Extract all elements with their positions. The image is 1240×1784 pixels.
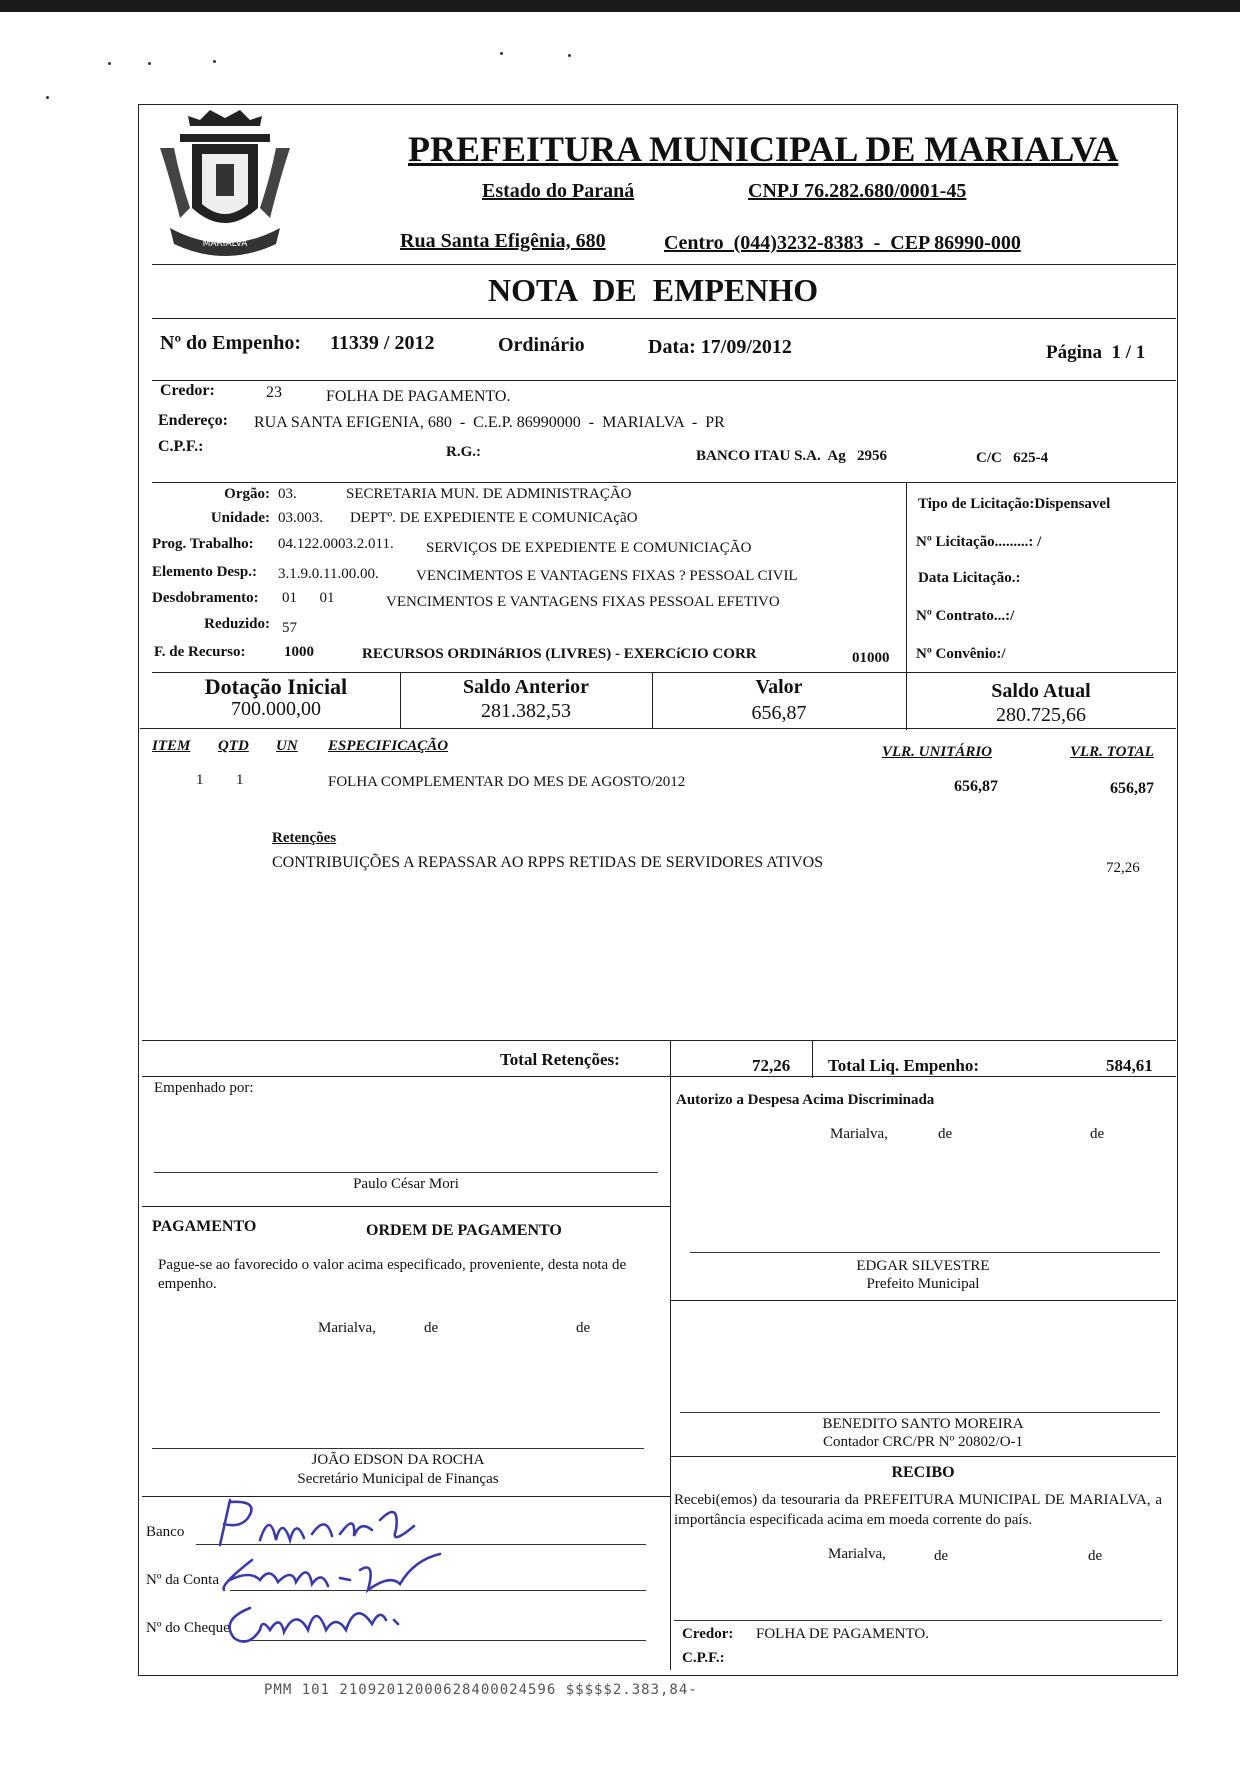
elemento-name: VENCIMENTOS E VANTAGENS FIXAS ? PESSOAL CIVIL xyxy=(416,568,798,584)
valor-label: Valor xyxy=(755,676,803,698)
item-number: 1 xyxy=(196,772,204,788)
recibo-city: Marialva, xyxy=(828,1546,886,1562)
retencao-description: CONTRIBUIÇÕES A REPASSAR AO RPPS RETIDAS DE SERVIDORES ATIVOS xyxy=(272,854,824,871)
footer-code: PMM 101 21092012000628400024596 $$$$$2.383,84- xyxy=(264,1682,698,1698)
elemento-code: 3.1.9.0.11.00.00. xyxy=(278,566,379,582)
valor-value: 656,87 xyxy=(751,702,807,724)
signature-line xyxy=(680,1412,1160,1413)
secretario-role: Secretário Municipal de Finanças xyxy=(297,1471,499,1487)
saldo-atual-label: Saldo Atual xyxy=(991,680,1091,702)
header-title: PREFEITURA MUNICIPAL DE MARIALVA xyxy=(408,129,1119,169)
header-state: Estado do Paraná xyxy=(482,180,635,202)
recibo-text: Recebi(emos) da tesouraria da PREFEITURA MUNICIPAL DE MARIALVA, a importância especificada acima em moeda corrente do país. xyxy=(674,1492,1162,1528)
scan-speck xyxy=(148,62,151,65)
total-retencoes-value: 72,26 xyxy=(752,1056,791,1075)
header-contact: Centro (044)3232-8383 - CEP 86990-000 xyxy=(664,232,1021,254)
banco-label: Banco xyxy=(146,1524,185,1540)
page-indicator: Página 1 / 1 xyxy=(1046,342,1146,363)
header-street: Rua Santa Efigênia, 680 xyxy=(400,230,606,252)
scan-speck xyxy=(500,52,503,55)
item-spec: FOLHA COMPLEMENTAR DO MES DE AGOSTO/2012 xyxy=(328,774,686,790)
empenhado-name: Paulo César Mori xyxy=(353,1176,459,1192)
col-spec-header: ESPECIFICAÇÃO xyxy=(328,738,449,754)
pague-text: Pague-se ao favorecido o valor acima especificado, proveniente, desta nota de empenho. xyxy=(158,1257,627,1292)
signature-line xyxy=(690,1252,1160,1253)
divider xyxy=(142,1206,670,1207)
saldo-atual-value: 280.725,66 xyxy=(996,704,1086,726)
recibo-cpf-label: C.P.F.: xyxy=(682,1650,725,1666)
credor-code: 23 xyxy=(266,384,282,401)
pagamento-de2: de xyxy=(576,1320,591,1336)
pagamento-label: PAGAMENTO xyxy=(152,1218,257,1235)
autorizo-text: Autorizo a Despesa Acima Discriminada xyxy=(676,1092,935,1108)
reduzido-code: 57 xyxy=(282,620,297,636)
desdobramento-name: VENCIMENTOS E VANTAGENS FIXAS PESSOAL EFETIVO xyxy=(386,594,780,610)
recibo-title: RECIBO xyxy=(891,1464,955,1481)
credor-name: FOLHA DE PAGAMENTO. xyxy=(326,388,511,405)
retencao-value: 72,26 xyxy=(1106,860,1140,876)
col-un-header: UN xyxy=(276,738,298,754)
orgao-code: 03. xyxy=(278,486,297,502)
recurso-name: RECURSOS ORDINáRIOS (LIVRES) - EXERCíCIO CORR xyxy=(362,646,757,662)
divider xyxy=(670,1456,1176,1457)
empenho-number: 11339 / 2012 xyxy=(330,332,435,354)
divider xyxy=(152,264,1176,265)
desdobramento-code: 01 01 xyxy=(282,590,335,606)
total-liquido-value: 584,61 xyxy=(1106,1056,1153,1075)
bank-info: BANCO ITAU S.A. Ag 2956 xyxy=(696,448,887,464)
autorizo-city: Marialva, xyxy=(830,1126,888,1142)
address-value: RUA SANTA EFIGENIA, 680 - C.E.P. 86990000 - MARIALVA - PR xyxy=(254,414,725,431)
pagamento-de1: de xyxy=(424,1320,439,1336)
autorizo-de1: de xyxy=(938,1126,953,1142)
autorizo-de2: de xyxy=(1090,1126,1105,1142)
address-label: Endereço: xyxy=(158,412,228,429)
col-total-header: VLR. TOTAL xyxy=(1070,744,1154,760)
licitacao-tipo: Tipo de Licitação:Dispensavel xyxy=(918,496,1111,512)
recurso-label: F. de Recurso: xyxy=(154,644,246,660)
cheque-label: Nº do Cheque xyxy=(146,1620,230,1636)
divider xyxy=(152,482,1176,483)
divider xyxy=(140,728,1176,729)
doc-title: NOTA DE EMPENHO xyxy=(488,272,819,308)
convenio: Nº Convênio:/ xyxy=(916,646,1006,662)
prefeito-name: EDGAR SILVESTRE xyxy=(856,1258,990,1274)
retencoes-label: Retenções xyxy=(272,830,337,846)
divider xyxy=(152,672,1176,673)
licitacao-data: Data Licitação.: xyxy=(918,570,1021,586)
signature-line xyxy=(152,1448,644,1449)
unidade-label: Unidade: xyxy=(210,510,270,526)
contrato: Nº Contrato...:/ xyxy=(916,608,1015,624)
dotacao-value: 700.000,00 xyxy=(231,698,321,720)
saldo-anterior-value: 281.382,53 xyxy=(481,700,571,722)
prog-code: 04.122.0003.2.011. xyxy=(278,536,394,552)
recibo-credor-label: Credor: xyxy=(682,1626,734,1642)
svg-text:MARIALVA: MARIALVA xyxy=(202,239,248,249)
empenho-type: Ordinário xyxy=(498,334,585,356)
signature-line xyxy=(674,1620,1162,1621)
scan-speck xyxy=(108,62,111,65)
recurso-number: 01000 xyxy=(852,650,890,666)
recurso-code: 1000 xyxy=(284,644,314,660)
total-liquido-label: Total Liq. Empenho: xyxy=(828,1056,979,1075)
divider xyxy=(906,482,907,674)
divider xyxy=(142,1040,1176,1041)
item-total-value: 656,87 xyxy=(1110,780,1154,797)
scan-speck xyxy=(213,60,216,63)
item-qtd: 1 xyxy=(236,772,244,788)
elemento-label: Elemento Desp.: xyxy=(152,564,257,580)
unidade-name: DEPTº. DE EXPEDIENTE E COMUNICAçãO xyxy=(350,510,638,526)
col-item-header: ITEM xyxy=(152,738,191,754)
contador-role: Contador CRC/PR Nº 20802/O-1 xyxy=(822,1434,1024,1450)
conta-label: Nº da Conta xyxy=(146,1572,219,1588)
pagamento-city: Marialva, xyxy=(318,1320,376,1336)
prog-name: SERVIÇOS DE EXPEDIENTE E COMUNICIAÇÃO xyxy=(426,540,752,556)
divider xyxy=(142,1076,1176,1077)
total-retencoes-label: Total Retenções: xyxy=(500,1050,620,1069)
secretario-name: JOÃO EDSON DA ROCHA xyxy=(311,1452,485,1468)
scan-top-border xyxy=(0,0,1240,12)
orgao-name: SECRETARIA MUN. DE ADMINISTRAÇÃO xyxy=(346,486,632,502)
desdobramento-label: Desdobramento: xyxy=(152,590,259,606)
divider xyxy=(152,318,1176,319)
ordem-pagamento-label: ORDEM DE PAGAMENTO xyxy=(366,1222,562,1239)
header-cnpj: CNPJ 76.282.680/0001-45 xyxy=(748,180,967,202)
recibo-de2: de xyxy=(1088,1548,1103,1564)
account-info: C/C 625-4 xyxy=(976,450,1049,466)
recibo-de1: de xyxy=(934,1548,949,1564)
signature-line xyxy=(154,1172,658,1173)
contador-name: BENEDITO SANTO MOREIRA xyxy=(822,1416,1024,1432)
licitacao-numero: Nº Licitação.........: / xyxy=(916,534,1042,550)
divider xyxy=(670,1040,671,1670)
empenho-date: Data: 17/09/2012 xyxy=(648,336,792,358)
divider xyxy=(670,1300,1176,1301)
empenhado-label: Empenhado por: xyxy=(154,1080,254,1096)
scan-speck xyxy=(46,96,49,99)
col-unit-header: VLR. UNITÁRIO xyxy=(882,744,993,760)
cpf-label: C.P.F.: xyxy=(158,438,204,455)
saldo-anterior-label: Saldo Anterior xyxy=(462,676,590,698)
recibo-credor-name: FOLHA DE PAGAMENTO. xyxy=(756,1626,929,1642)
divider xyxy=(812,1040,813,1078)
rg-label: R.G.: xyxy=(446,444,481,460)
orgao-label: Orgão: xyxy=(224,486,270,502)
unidade-code: 03.003. xyxy=(278,510,323,526)
handwritten-annotations xyxy=(200,1490,660,1670)
dotacao-label: Dotação Inicial xyxy=(204,674,348,699)
col-qtd-header: QTD xyxy=(218,738,249,754)
scan-speck xyxy=(568,54,571,57)
prefeito-role: Prefeito Municipal xyxy=(866,1276,980,1292)
empenho-number-label: Nº do Empenho: xyxy=(160,332,302,354)
reduzido-label: Reduzido: xyxy=(204,616,270,632)
credor-label: Credor: xyxy=(160,382,215,399)
item-unit-value: 656,87 xyxy=(954,778,998,795)
prog-label: Prog. Trabalho: xyxy=(152,536,254,552)
coat-of-arms-icon xyxy=(150,108,300,264)
divider xyxy=(152,380,1176,381)
